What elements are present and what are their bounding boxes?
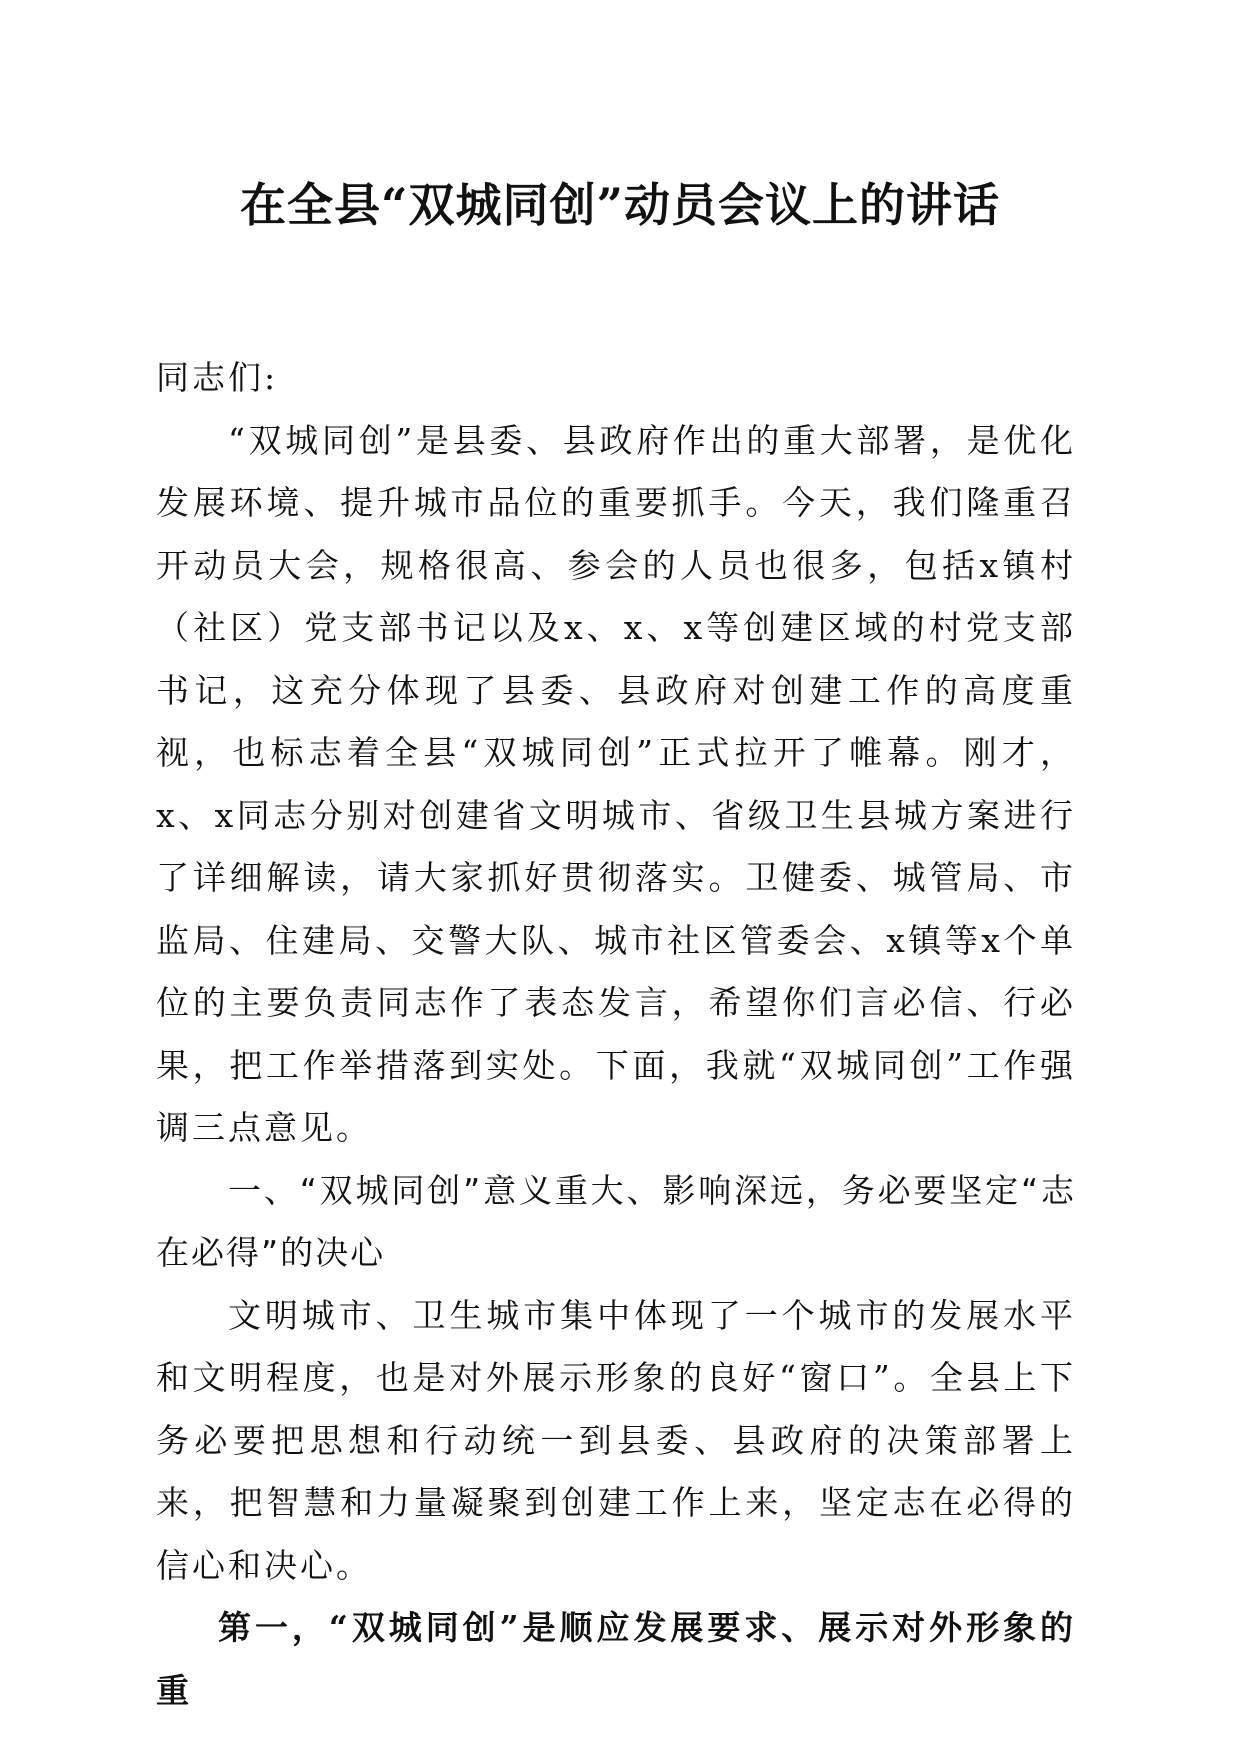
salutation: 同志们: [156, 358, 279, 397]
document-title: 在全县“双城同创”动员会议上的讲话 [240, 178, 1000, 232]
paragraph-section-1: 文明城市、卫生城市集中体现了一个城市的发展水平和文明程度，也是对外展示形象的良好“窗口”。全县上下务必要把思想和行动统一到县委、县政府的决策部署上来，把智慧和力量凝聚到创建工作上来，坚定志在必得的信心和决心。 [156, 1295, 1076, 1585]
section-heading-1: 一、“双城同创”意义重大、影响深远，务必要坚定“志在必得”的决心 [156, 1170, 1076, 1272]
document-body [156, 347, 1076, 1722]
subheading-first: 第一，“双城同创”是顺应发展要求、展示对外形象的重 [156, 1608, 1076, 1710]
paragraph-opening: “双城同创”是县委、县政府作出的重大部署，是优化发展环境、提升城市品位的重要抓手。今天，我们隆重召开动员大会，规格很高、参会的人员也很多，包括x镇村（社区）党支部书记以及x、x、x等创建区域的村党支部书记，这充分体现了县委、县政府对创建工作的高度重视，也标志着全县“双城同创”正式拉开了帷幕。刚才，x、x同志分别对创建省文明城市、省级卫生县城方案进行了详细解读，请大家抓好贯彻落实。卫健委、城管局、市监局、住建局、交警大队、城市社区管委会、x镇等x个单位的主要负责同志作了表态发言，希望你们言必信、行必果，把工作举措落到实处。下面，我就“双城同创”工作强调三点意见。 [156, 420, 1076, 1147]
